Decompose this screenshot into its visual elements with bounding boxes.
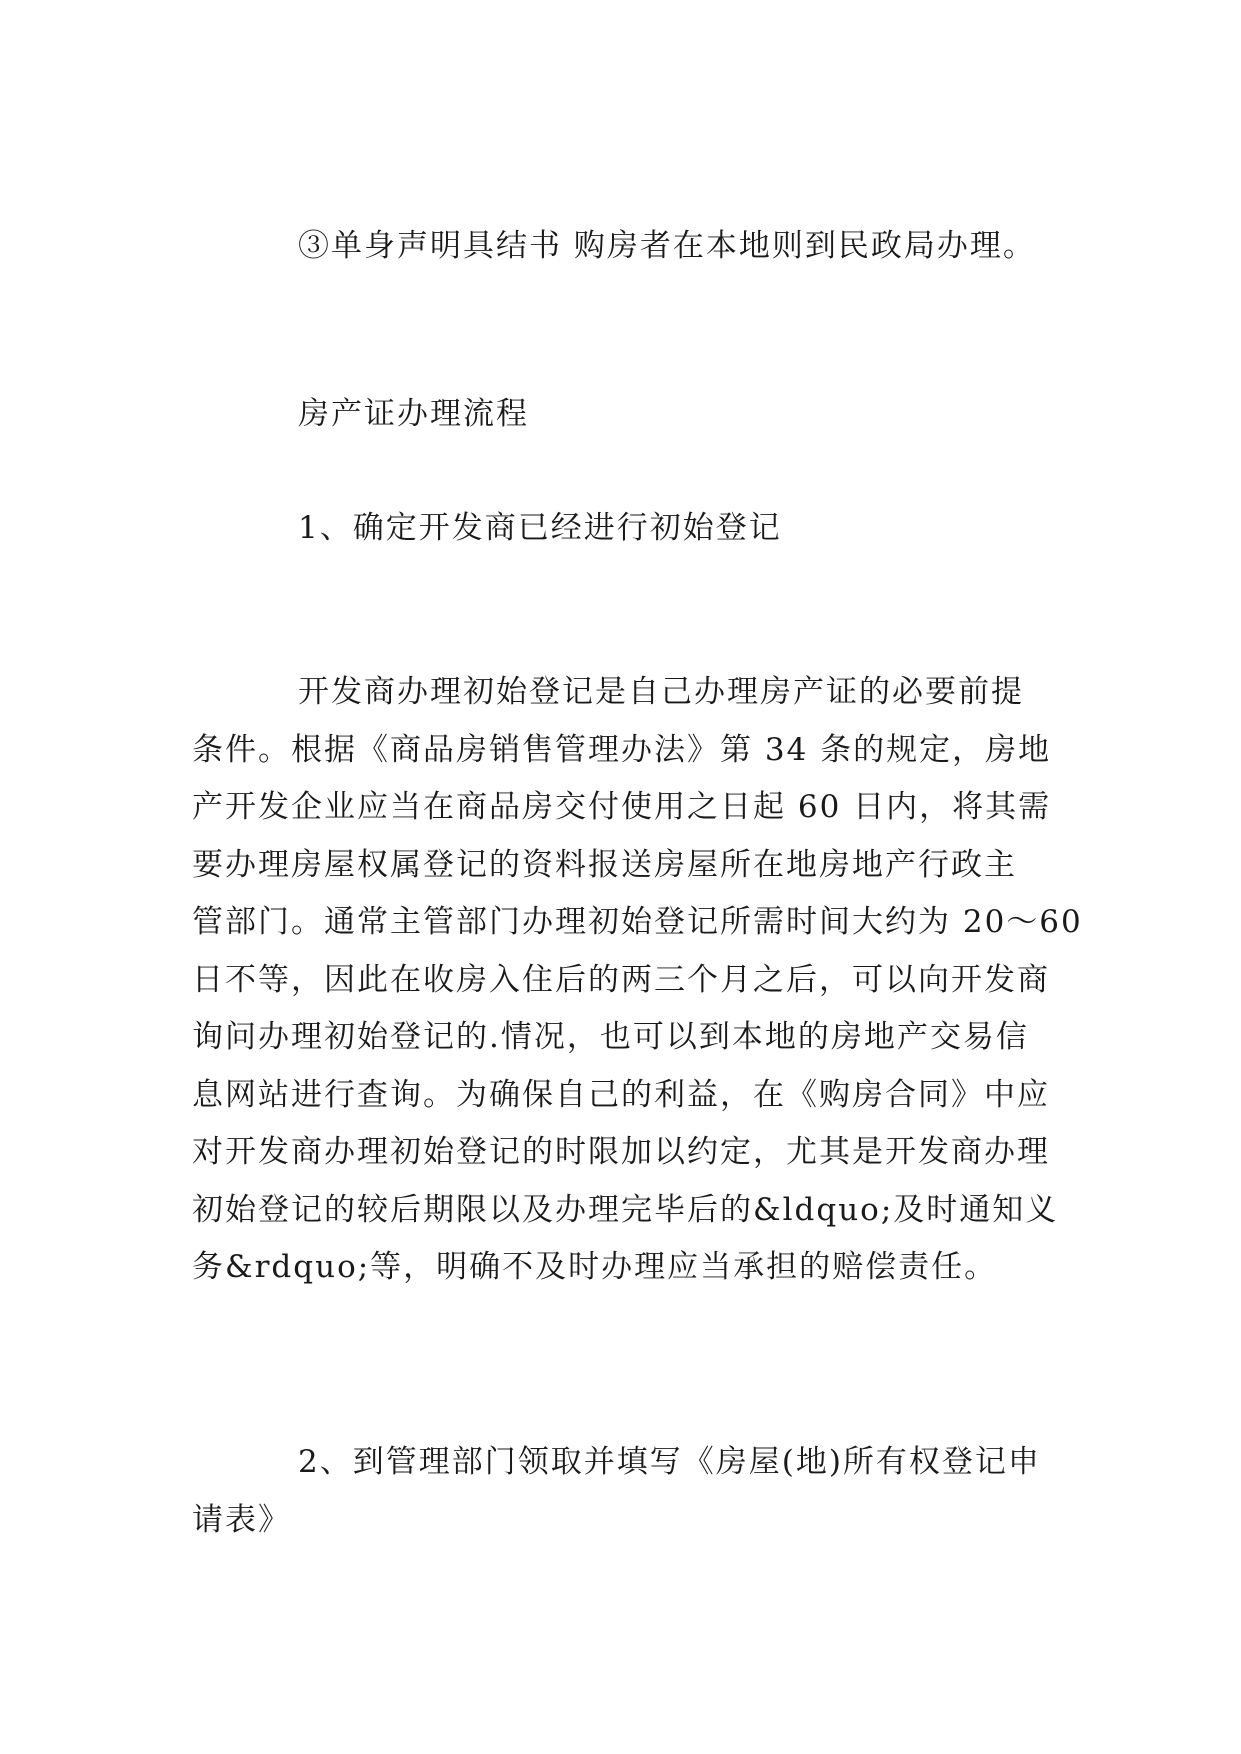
body-line: 对开发商办理初始登记的时限加以约定，尤其是开发商办理: [192, 1134, 1050, 1170]
body-line: 要办理房屋权属登记的资料报送房屋所在地房地产行政主: [192, 846, 1017, 883]
body-line: 询问办理初始登记的.情况，也可以到本地的房地产交易信: [192, 1019, 1029, 1055]
single-statement-line: ③单身声明具结书 购房者在本地则到民政局办理。: [298, 228, 1036, 264]
body-line: 初始登记的较后期限以及办理完毕后的&ldquo;及时通知义: [192, 1191, 1059, 1228]
body-line: 管部门。通常主管部门办理初始登记所需时间大约为 20～60: [192, 904, 1083, 940]
step-2-line: 2、到管理部门领取并填写《房屋(地)所有权登记申: [298, 1444, 1041, 1480]
body-line: 务&rdquo;等，明确不及时办理应当承担的赔偿责任。: [192, 1249, 998, 1285]
step-1-title: 1、确定开发商已经进行初始登记: [298, 510, 782, 546]
body-line: 日不等，因此在收房入住后的两三个月之后，可以向开发商: [192, 961, 1050, 998]
body-line: 条件。根据《商品房销售管理办法》第 34 条的规定，房地: [192, 731, 1052, 768]
step-2-title: [192, 1434, 1052, 1549]
body-line: 产开发企业应当在商品房交付使用之日起 60 日内，将其需: [192, 789, 1052, 825]
body-line: 开发商办理初始登记是自己办理房产证的必要前提: [298, 674, 1024, 710]
step-1-body: [192, 664, 1083, 1297]
body-line: 息网站进行查询。为确保自己的利益，在《购房合同》中应: [192, 1076, 1050, 1113]
step-2-line: 请表》: [192, 1501, 291, 1538]
section-heading: 房产证办理流程: [298, 396, 529, 432]
